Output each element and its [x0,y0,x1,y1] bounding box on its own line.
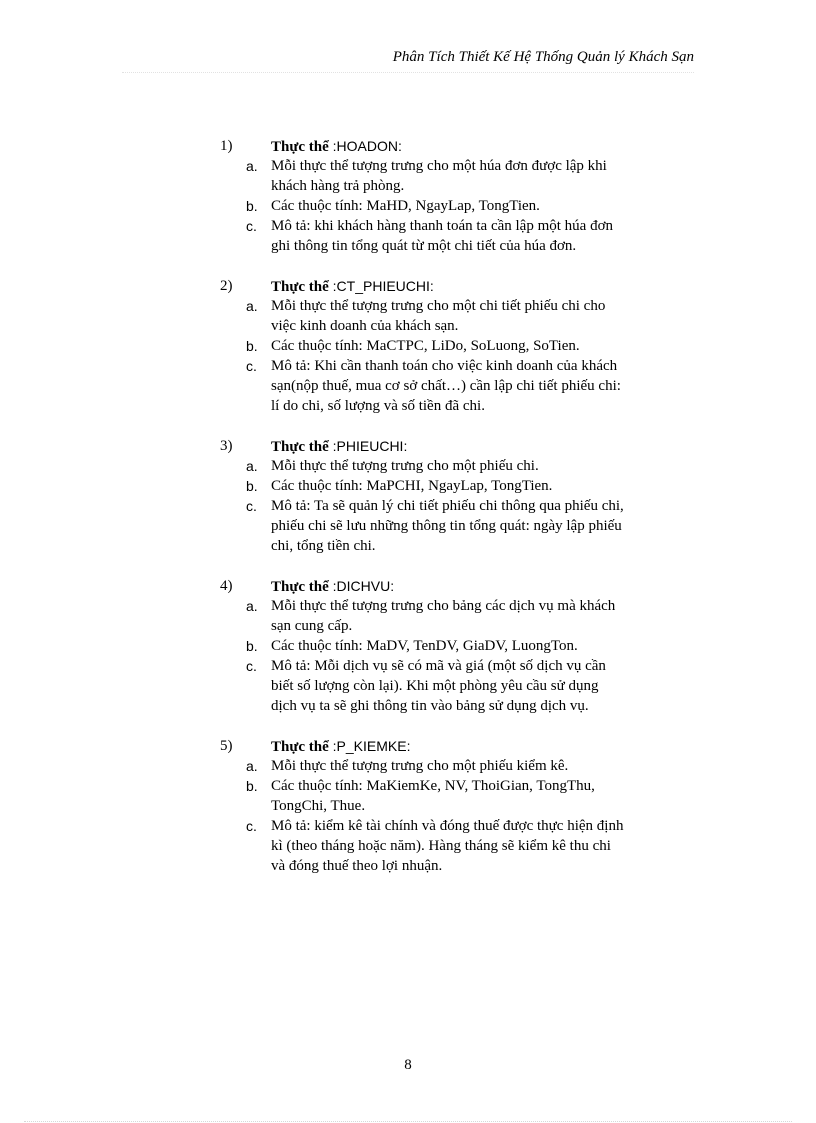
list-item [220,596,690,636]
item-text-line: Mô tả: khi khách hàng thanh toán ta cần lập một húa đơn [271,218,614,234]
section-label: Thực thể [271,579,329,595]
header-divider [122,72,694,73]
list-item [220,496,690,556]
item-letter: b. [246,198,258,214]
section-heading [220,576,690,596]
list-item [220,476,690,496]
running-header: Phân Tích Thiết Kế Hệ Thống Quản lý Khách Sạn [392,49,694,65]
item-letter: b. [246,778,258,794]
list-item [220,356,690,416]
list-item [220,456,690,476]
item-text-line: Mô tả: Ta sẽ quản lý chi tiết phiếu chi thông qua phiếu chi, [271,498,624,514]
entity-section [220,276,690,416]
list-item [220,336,690,356]
footer-divider [24,1121,792,1122]
list-item [220,656,690,716]
entity-name: :P_KIEMKE: [328,738,411,754]
item-text-line: Các thuộc tính: MaCTPC, LiDo, SoLuong, SoTien. [271,338,580,354]
entity-name: :HOADON: [328,138,402,154]
list-item [220,196,690,216]
section-number: 4) [220,578,233,594]
item-letter: a. [246,458,258,474]
item-text-line: kì (theo tháng hoặc năm). Hàng tháng sẽ kiểm kê thu chi [271,838,611,854]
item-text-line: phiếu chi sẽ lưu những thông tin tổng quát: ngày lập phiếu [271,518,622,534]
item-text-line: Mô tả: Khi cần thanh toán cho việc kinh doanh của khách [271,358,618,374]
section-heading [220,736,690,756]
item-letter: b. [246,338,258,354]
entity-section [220,736,690,876]
section-title [271,436,407,457]
item-text-line: việc kinh doanh của khách sạn. [271,318,459,334]
section-title [271,576,394,597]
section-heading [220,276,690,296]
section-title [271,136,402,157]
item-text-line: Mỗi thực thể tượng trưng cho một phiếu kiểm kê. [271,758,569,774]
item-letter: a. [246,298,258,314]
list-item [220,156,690,196]
section-label: Thực thể [271,139,329,155]
section-title [271,736,410,757]
item-text-line: Mô tả: Mỗi dịch vụ sẽ có mã và giá (một số dịch vụ cần [271,658,606,674]
entity-section [220,136,690,256]
item-text-line: Các thuộc tính: MaDV, TenDV, GiaDV, LuongTon. [271,638,578,654]
item-text-line: Mỗi thực thể tượng trưng cho bảng các dịch vụ mà khách [271,598,616,614]
section-number: 3) [220,438,233,454]
item-letter: c. [246,358,257,374]
item-letter: a. [246,598,258,614]
section-label: Thực thể [271,739,329,755]
list-item [220,756,690,776]
item-text-line: ghi thông tin tổng quát từ một chi tiết của húa đơn. [271,238,577,254]
section-number: 2) [220,278,233,294]
section-label: Thực thể [271,279,329,295]
section-heading [220,136,690,156]
item-text-line: chi, tổng tiền chi. [271,538,376,554]
entity-list [220,136,690,896]
item-text-line: TongChi, Thue. [271,798,366,814]
item-text-line: Mô tả: kiểm kê tài chính và đóng thuế được thực hiện định [271,818,624,834]
list-item [220,776,690,816]
item-letter: b. [246,478,258,494]
section-heading [220,436,690,456]
item-text-line: sạn(nộp thuế, mua cơ sở chất…) cần lập chi tiết phiếu chi: [271,378,621,394]
item-text-line: sạn cung cấp. [271,618,353,634]
item-letter: c. [246,218,257,234]
item-letter: a. [246,758,258,774]
section-title [271,276,434,297]
section-number: 5) [220,738,233,754]
item-text-line: Mỗi thực thể tượng trưng cho một phiếu chi. [271,458,539,474]
list-item [220,636,690,656]
item-letter: c. [246,498,257,514]
list-item [220,296,690,336]
item-text-line: Mỗi thực thể tượng trưng cho một húa đơn được lập khi [271,158,607,174]
entity-section [220,436,690,556]
list-item [220,216,690,256]
item-text-line: Các thuộc tính: MaHD, NgayLap, TongTien. [271,198,540,214]
item-text-line: khách hàng trả phòng. [271,178,405,194]
item-letter: b. [246,638,258,654]
page-number: 8 [404,1057,412,1073]
item-text-line: Các thuộc tính: MaPCHI, NgayLap, TongTien. [271,478,553,494]
item-text-line: dịch vụ ta sẽ ghi thông tin vào bảng sử dụng dịch vụ. [271,698,589,714]
section-number: 1) [220,138,233,154]
item-text-line: Các thuộc tính: MaKiemKe, NV, ThoiGian, TongThu, [271,778,595,794]
entity-section [220,576,690,716]
entity-name: :PHIEUCHI: [328,438,408,454]
section-label: Thực thể [271,439,329,455]
item-letter: c. [246,658,257,674]
item-letter: a. [246,158,258,174]
item-text-line: Mỗi thực thể tượng trưng cho một chi tiết phiếu chi cho [271,298,606,314]
item-text-line: lí do chi, số lượng và số tiền đã chi. [271,398,485,414]
item-text-line: biết số lượng còn lại). Khi một phòng yêu cầu sử dụng [271,678,599,694]
item-text-line: và đóng thuế theo lợi nhuận. [271,858,443,874]
entity-name: :CT_PHIEUCHI: [328,278,434,294]
item-letter: c. [246,818,257,834]
entity-name: :DICHVU: [328,578,395,594]
list-item [220,816,690,876]
